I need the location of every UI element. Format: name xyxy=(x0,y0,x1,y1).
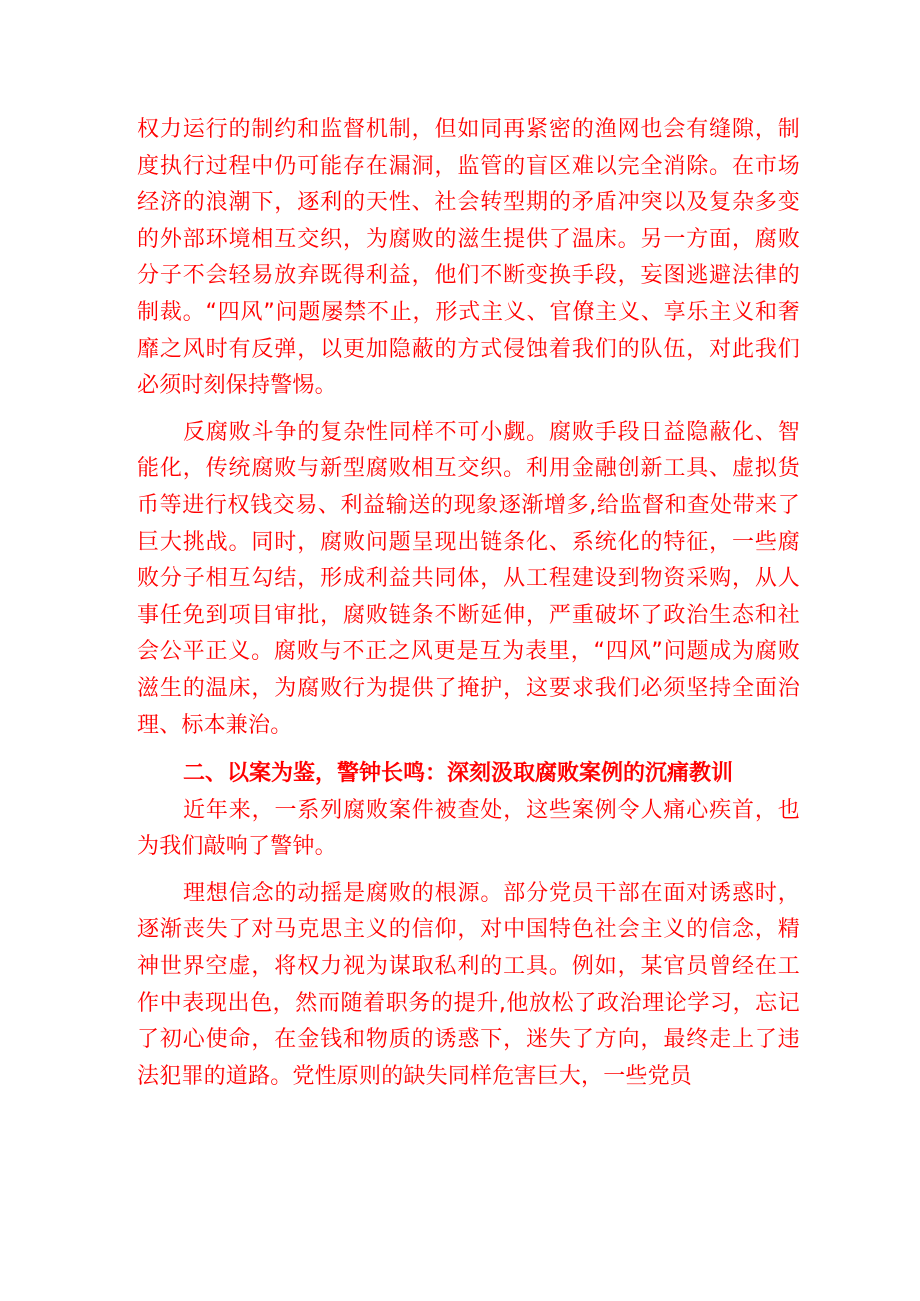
paragraph-4: 理想信念的动摇是腐败的根源。部分党员干部在面对诱惑时，逐渐丧失了对马克思主义的信仰，对中国特色社会主义的信念，精神世界空虚，将权力视为谋取私利的工具。例如，某官员曾经在工作中表现出色，然而随着职务的提升,他放松了政治理论学习，忘记了初心使命，在金钱和物质的诱惑下，迷失了方向，最终走上了违法犯罪的道路。党性原则的缺失同样危害巨大，一些党员 xyxy=(137,880,800,1089)
paragraph-1: 权力运行的制约和监督机制，但如同再紧密的渔网也会有缝隙，制度执行过程中仍可能存在漏洞，监管的盲区难以完全消除。在市场经济的浪潮下，逐利的天性、社会转型期的矛盾冲突以及复杂多变的外部环境相互交织，为腐败的滋生提供了温床。另一方面，腐败分子不会轻易放弃既得利益，他们不断变换手段，妄图逃避法律的制裁。“四风”问题屡禁不止，形式主义、官僚主义、享乐主义和奢靡之风时有反弹，以更加隐蔽的方式侵蚀着我们的队伍，对此我们必须时刻保持警惕。 xyxy=(137,117,800,399)
section-heading: 二、以案为鉴，警钟长鸣：深刻汲取腐败案例的沉痛教训 xyxy=(183,761,734,787)
paragraph-3: 近年来，一系列腐败案件被查处，这些案例令人痛心疾首，也为我们敲响了警钟。 xyxy=(137,797,800,860)
paragraph-2: 反腐败斗争的复杂性同样不可小觑。腐败手段日益隐蔽化、智能化，传统腐败与新型腐败相互交织。利用金融创新工具、虚拟货币等进行权钱交易、利益输送的现象逐渐增多,给监督和查处带来了巨大挑战。同时，腐败问题呈现出链条化、系统化的特征，一些腐败分子相互勾结，形成利益共同体，从工程建设到物资采购，从人事任免到项目审批，腐败链条不断延伸，严重破坏了政治生态和社会公平正义。腐败与不正之风更是互为表里，“四风”问题成为腐败滋生的温床，为腐败行为提供了掩护，这要求我们必须坚持全面治理、标本兼治。 xyxy=(137,419,800,738)
